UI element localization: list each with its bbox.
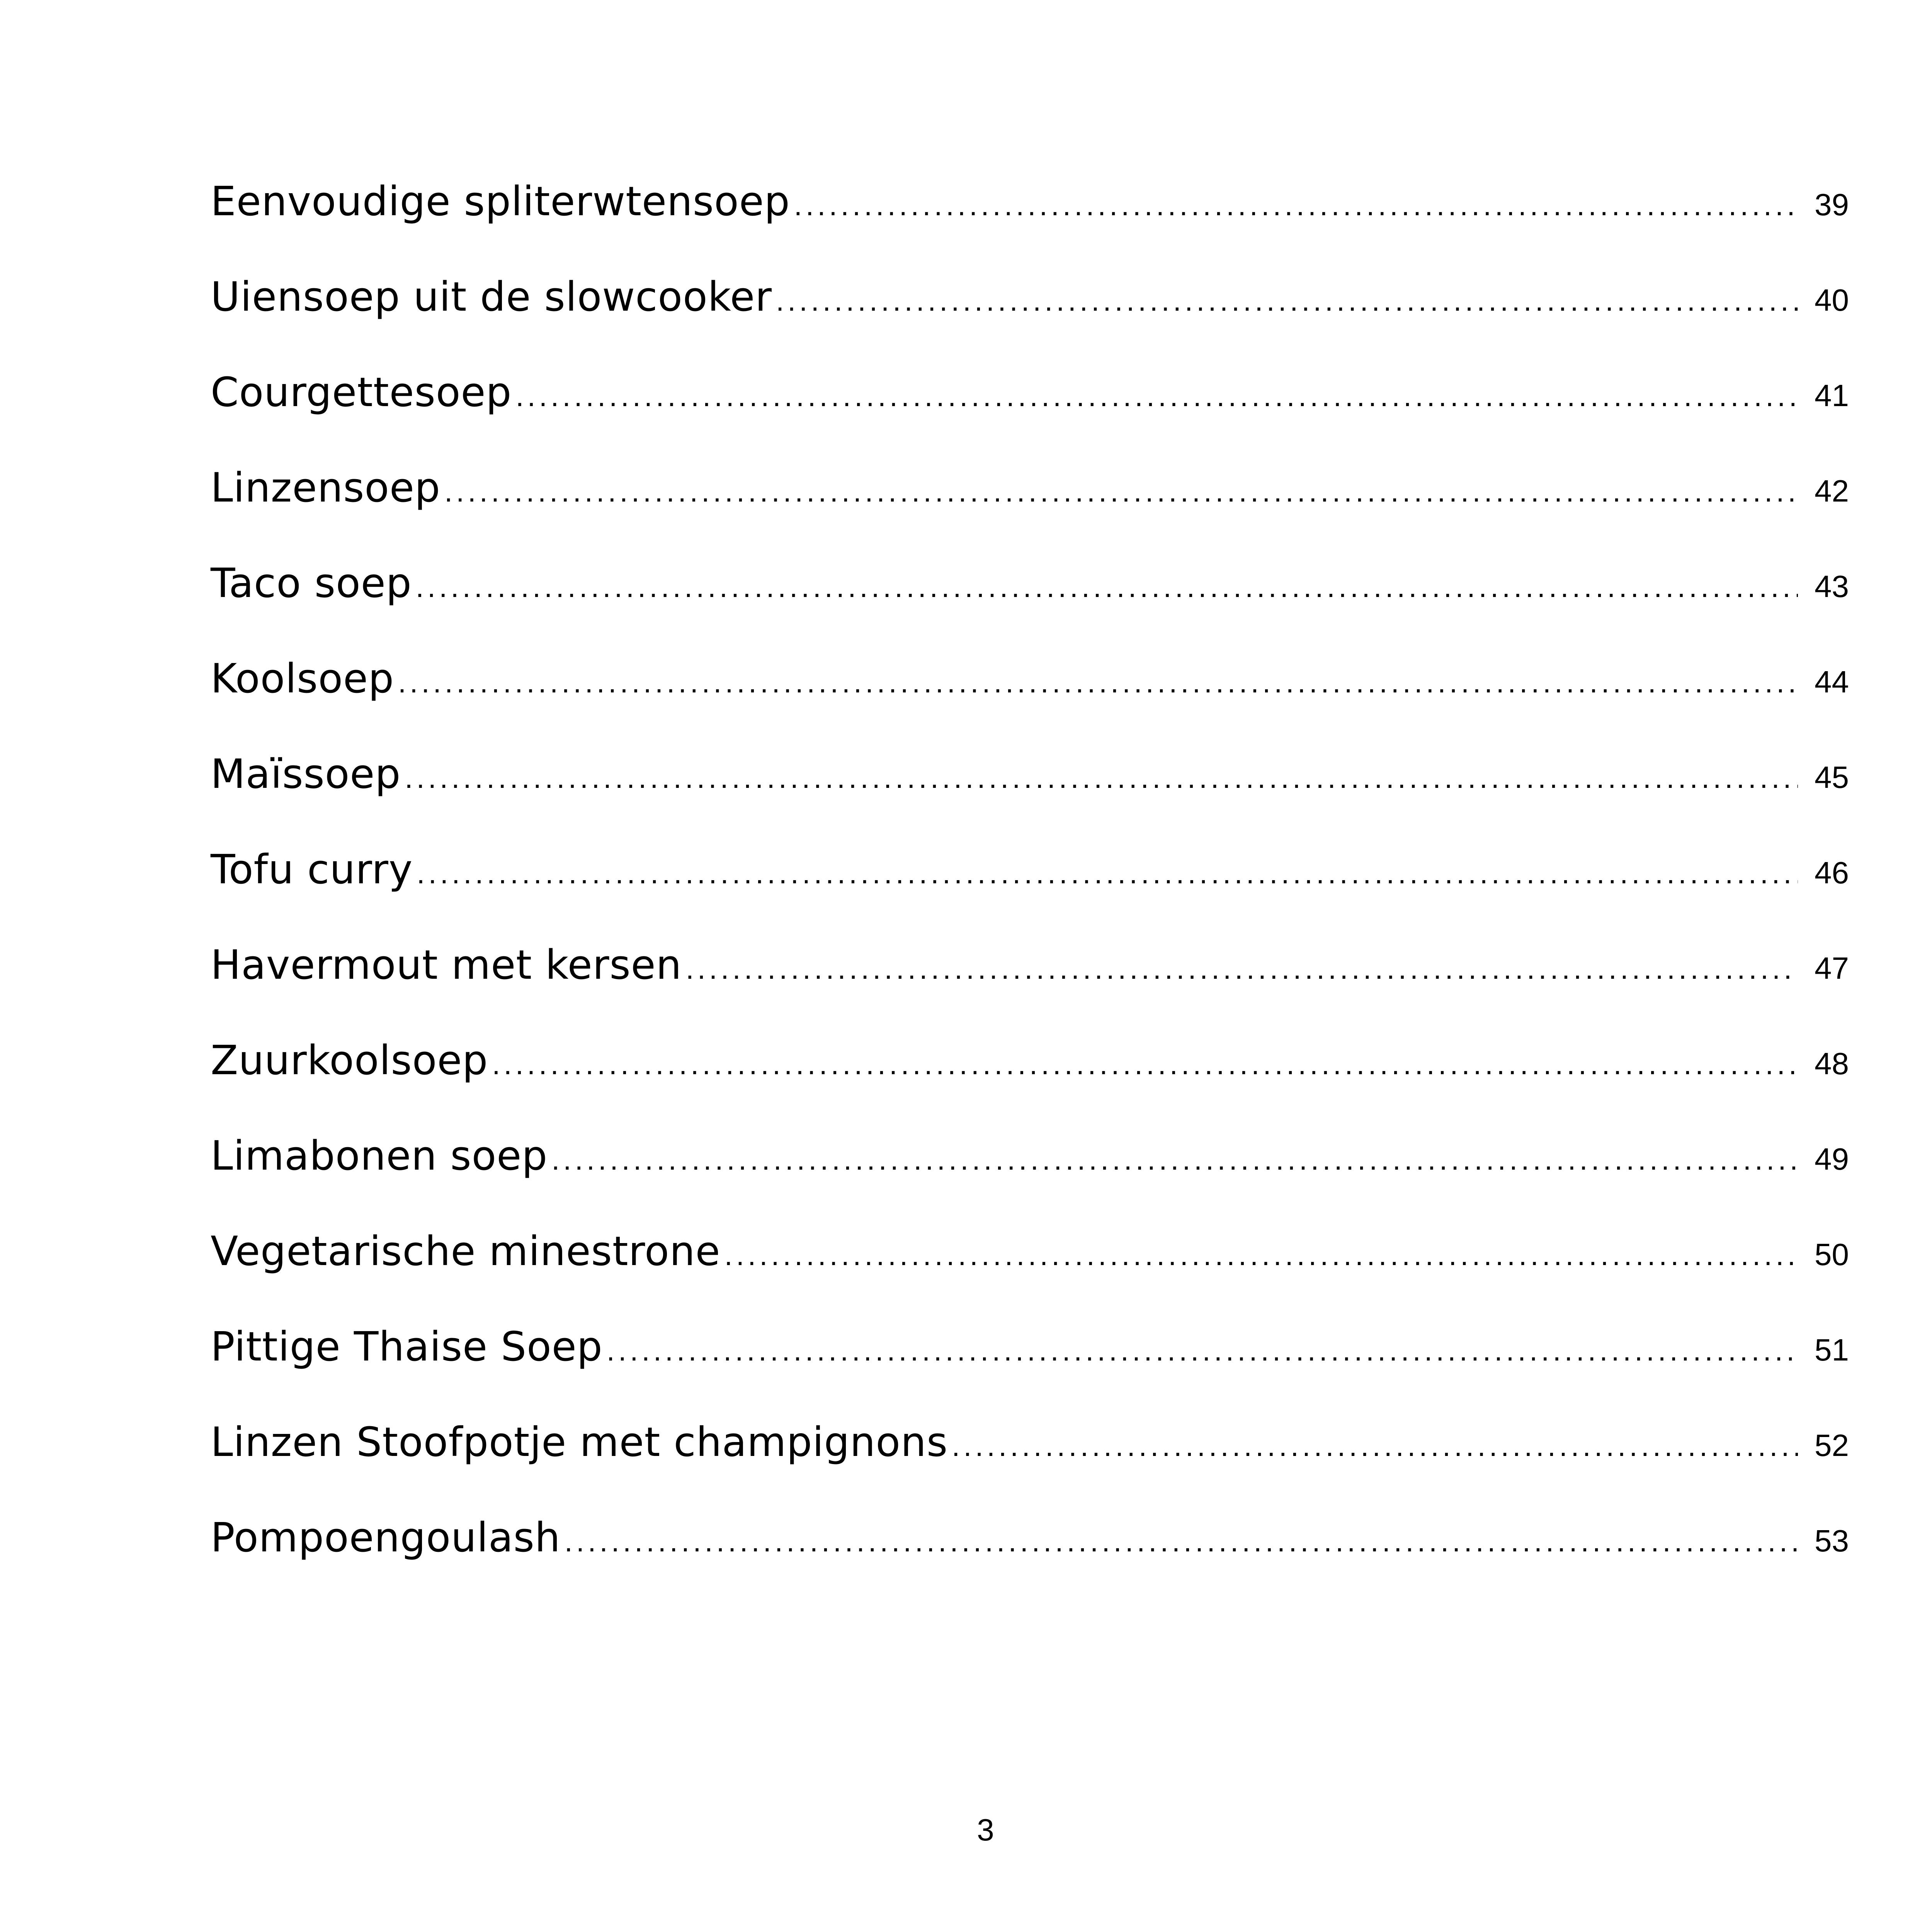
toc-entry-page: 42 — [1815, 474, 1849, 508]
toc-entry-page: 51 — [1815, 1333, 1849, 1367]
toc-entry-page: 50 — [1815, 1237, 1849, 1272]
toc-entry-title: Eenvoudige spliterwtensoep — [211, 178, 790, 225]
toc-entry[interactable] — [211, 273, 1849, 369]
toc-dot-leader — [565, 1525, 1798, 1558]
toc-entry[interactable] — [211, 750, 1849, 846]
toc-entry-page: 49 — [1815, 1142, 1849, 1176]
toc-entry[interactable] — [211, 1228, 1849, 1323]
toc-dot-leader — [724, 1238, 1798, 1272]
toc-entry-page: 52 — [1815, 1428, 1849, 1463]
toc-dot-leader — [551, 1143, 1798, 1177]
toc-entry-title: Courgettesoep — [211, 369, 512, 416]
toc-entry[interactable] — [211, 178, 1849, 273]
toc-dot-leader — [492, 1048, 1798, 1081]
toc-dot-leader — [794, 189, 1798, 222]
toc-entry[interactable] — [211, 1132, 1849, 1228]
toc-entry-page: 44 — [1815, 665, 1849, 699]
toc-entry-title: Limabonen soep — [211, 1132, 548, 1179]
toc-entry[interactable] — [211, 1514, 1849, 1609]
toc-entry[interactable] — [211, 464, 1849, 560]
table-of-contents — [211, 178, 1849, 1609]
toc-entry[interactable] — [211, 655, 1849, 750]
toc-entry-title: Koolsoep — [211, 655, 394, 702]
toc-dot-leader — [444, 475, 1798, 509]
toc-entry-page: 43 — [1815, 569, 1849, 604]
toc-entry-title: Zuurkoolsoep — [211, 1037, 488, 1084]
toc-entry-title: Linzen Stoofpotje met champignons — [211, 1418, 948, 1466]
toc-entry[interactable] — [211, 941, 1849, 1037]
toc-entry-page: 40 — [1815, 283, 1849, 317]
toc-entry-page: 39 — [1815, 187, 1849, 222]
toc-entry-page: 48 — [1815, 1046, 1849, 1081]
toc-entry[interactable] — [211, 1418, 1849, 1514]
toc-entry[interactable] — [211, 560, 1849, 655]
toc-dot-leader — [405, 761, 1798, 795]
toc-dot-leader — [952, 1429, 1798, 1463]
toc-dot-leader — [515, 379, 1798, 413]
toc-dot-leader — [776, 284, 1798, 318]
toc-dot-leader — [416, 570, 1798, 604]
toc-entry-title: Tofu curry — [211, 846, 413, 893]
toc-dot-leader — [686, 952, 1798, 986]
toc-entry-page: 53 — [1815, 1524, 1849, 1558]
toc-dot-leader — [398, 666, 1798, 699]
footer-page-number: 3 — [977, 1813, 994, 1847]
toc-entry[interactable] — [211, 369, 1849, 464]
toc-entry-title: Vegetarische minestrone — [211, 1228, 721, 1275]
toc-dot-leader — [607, 1334, 1798, 1367]
toc-entry-page: 41 — [1815, 378, 1849, 413]
toc-entry-title: Uiensoep uit de slowcooker — [211, 273, 772, 320]
toc-entry-page: 45 — [1815, 760, 1849, 794]
toc-entry-page: 47 — [1815, 951, 1849, 985]
toc-entry-title: Pompoengoulash — [211, 1514, 561, 1561]
toc-entry-title: Maïssoep — [211, 750, 401, 798]
toc-entry[interactable] — [211, 846, 1849, 941]
toc-entry-title: Taco soep — [211, 560, 412, 607]
toc-entry[interactable] — [211, 1323, 1849, 1418]
toc-entry-title: Linzensoep — [211, 464, 441, 511]
toc-entry-title: Havermout met kersen — [211, 941, 682, 988]
toc-entry[interactable] — [211, 1037, 1849, 1132]
toc-dot-leader — [417, 857, 1798, 890]
toc-entry-title: Pittige Thaise Soep — [211, 1323, 603, 1370]
toc-entry-page: 46 — [1815, 855, 1849, 890]
